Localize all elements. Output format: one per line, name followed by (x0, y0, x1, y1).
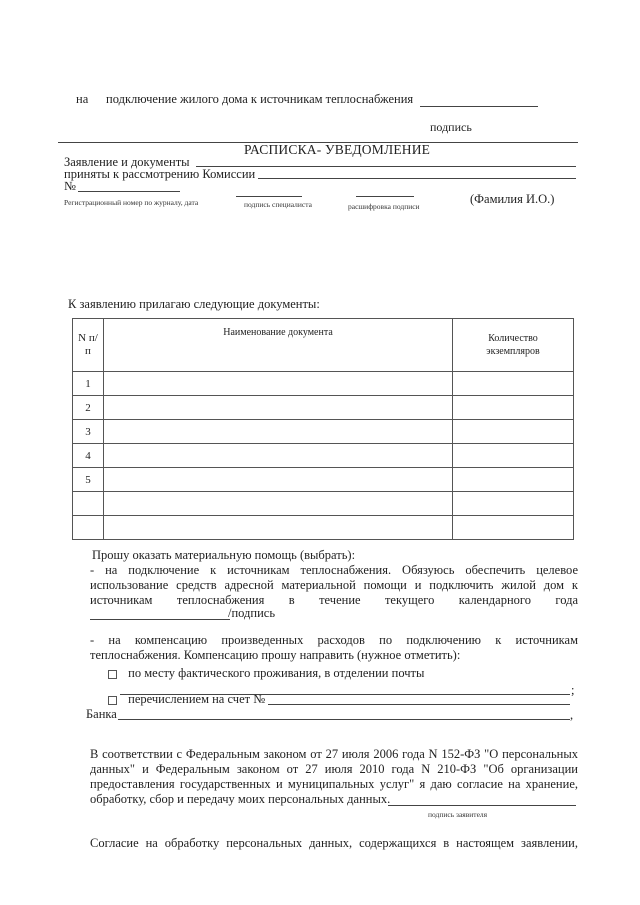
doc-name-cell[interactable] (104, 396, 453, 420)
col-num-label: N п/п (78, 332, 98, 357)
row-number: 5 (73, 468, 104, 492)
receipt-spec-sign-field[interactable] (236, 196, 302, 197)
doc-qty-cell[interactable] (453, 396, 574, 420)
row-number: 4 (73, 444, 104, 468)
bank-comma: , (570, 708, 574, 722)
help-opt1-sign: /подпись (228, 606, 276, 620)
doc-qty-cell[interactable] (453, 420, 574, 444)
table-row (73, 396, 574, 420)
doc-name-cell[interactable] (104, 372, 453, 396)
doc-name-cell[interactable] (104, 420, 453, 444)
table-row (73, 372, 574, 396)
post-address-semicolon: ; (571, 683, 575, 697)
receipt-title: РАСПИСКА- УВЕДОМЛЕНИЕ (244, 142, 431, 157)
col-name-label: Наименование документа (223, 327, 333, 338)
doc-name-cell[interactable] (104, 444, 453, 468)
header-signature-line[interactable] (420, 106, 538, 107)
receipt-line2: приняты к рассмотрению Комиссии (64, 167, 256, 181)
receipt-number-sign: № (64, 179, 76, 193)
row-number: 2 (73, 396, 104, 420)
receipt-line2-field[interactable] (258, 178, 576, 179)
doc-qty-cell[interactable] (453, 492, 574, 516)
receipt-number-field[interactable] (78, 191, 180, 192)
choice-post (108, 666, 424, 681)
header-subject: подключение жилого дома к источникам теплоснабжения (106, 92, 414, 106)
receipt-line1: Заявление и документы (64, 155, 190, 169)
bank-label: Банка (86, 707, 117, 721)
receipt-decode-field[interactable] (356, 196, 414, 197)
col-qty-header (453, 319, 574, 372)
consent-last: обработку, сбор и передачу моих персональных данных. (90, 792, 391, 806)
account-number-field[interactable] (268, 704, 570, 705)
col-qty-label: Количество экземпляров (486, 333, 540, 357)
doc-qty-cell[interactable] (453, 516, 574, 540)
bank-account-checkbox[interactable] (108, 696, 117, 705)
consent-sign-caption: подпись заявителя (428, 810, 488, 819)
doc-qty-cell[interactable] (453, 468, 574, 492)
help-opt1-line3: источникам теплоснабжения в течение текущего календарного года (90, 593, 578, 607)
choice-account-label: перечислением на счет № (128, 692, 266, 706)
header-signature-caption: подпись (430, 120, 472, 134)
receipt-fio: (Фамилия И.О.) (470, 192, 555, 206)
consent-final: Согласие на обработку персональных данных, содержащихся в настоящем заявлении, (90, 836, 578, 850)
help-opt2-line1: - на компенсацию произведенных расходов по подключению к источникам (90, 633, 578, 647)
doc-qty-cell[interactable] (453, 444, 574, 468)
col-num-header (73, 319, 104, 372)
choice-post-label: по месту фактического проживания, в отделении почты (128, 666, 425, 680)
bank-name-field[interactable] (118, 719, 570, 720)
table-row (73, 492, 574, 516)
row-number (73, 492, 104, 516)
receipt-caption-reg: Регистрационный номер по журналу, дата (64, 198, 199, 207)
help-intro: Прошу оказать материальную помощь (выбрать): (92, 548, 356, 562)
table-row (73, 444, 574, 468)
table-row (73, 420, 574, 444)
consent-line1: В соответствии с Федеральным законом от 27 июля 2006 года N 152-ФЗ "О персональных (90, 747, 578, 761)
consent-signature-field[interactable] (388, 805, 576, 806)
receipt-caption-spec: подпись специалиста (244, 200, 312, 209)
help-opt1-line2: использование средств адресной материальной помощи и подключить жилой дом к (90, 578, 578, 592)
doc-name-cell[interactable] (104, 492, 453, 516)
header-na: на (76, 92, 89, 106)
doc-qty-cell[interactable] (453, 372, 574, 396)
help-opt1-sign-field[interactable] (90, 619, 230, 620)
row-number: 3 (73, 420, 104, 444)
row-number (73, 516, 104, 540)
post-office-checkbox[interactable] (108, 670, 117, 679)
table-row (73, 468, 574, 492)
consent-line2: данных" и Федеральным законом от 27 июля 2010 года N 210-ФЗ "Об организации (90, 762, 578, 776)
documents-table (72, 318, 574, 540)
attachments-intro: К заявлению прилагаю следующие документы: (68, 297, 320, 311)
help-opt2-last: теплоснабжения. Компенсацию прошу направить (нужное отметить): (90, 648, 461, 662)
doc-name-cell[interactable] (104, 468, 453, 492)
help-opt1-line1: - на подключение к источникам теплоснабжения. Обязуюсь обеспечить целевое (90, 563, 578, 577)
receipt-caption-decode: расшифровка подписи (348, 202, 420, 211)
table-row (73, 516, 574, 540)
consent-line3: предоставления государственных и муниципальных услуг" я даю согласие на хранение, (90, 777, 578, 791)
col-name-header (104, 319, 453, 372)
choice-account (108, 692, 265, 707)
row-number: 1 (73, 372, 104, 396)
doc-name-cell[interactable] (104, 516, 453, 540)
